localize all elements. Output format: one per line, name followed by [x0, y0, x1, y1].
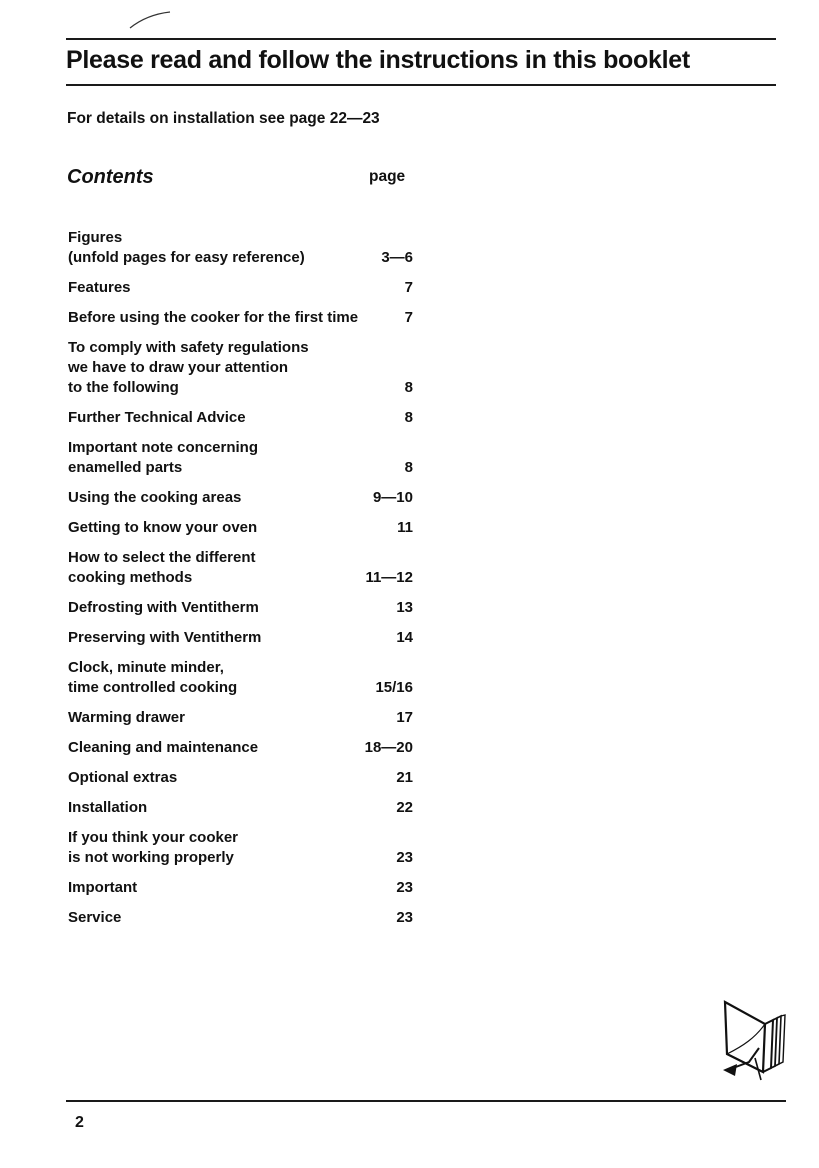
toc-entry-title: Important — [68, 879, 138, 896]
toc-entry-page: 23 — [396, 849, 413, 866]
toc-entry-page: 3—6 — [381, 249, 413, 266]
toc-row[interactable] — [68, 518, 413, 538]
toc-row[interactable] — [68, 278, 413, 298]
toc-entry-title: Features — [68, 279, 131, 296]
pen-stroke-mark — [128, 8, 172, 30]
toc-row[interactable] — [68, 628, 413, 648]
toc-entry-title: Preserving with Ventitherm — [68, 629, 262, 646]
toc-entry-page: 13 — [396, 599, 413, 616]
toc-entry-title: Using the cooking areas — [68, 489, 242, 506]
toc-entry-page: 22 — [396, 799, 413, 816]
toc-row[interactable] — [68, 708, 413, 728]
toc-entry-title: Figures (unfold pages for easy reference) — [68, 229, 305, 266]
toc-row[interactable] — [68, 908, 413, 928]
toc-entry-title: Further Technical Advice — [68, 409, 246, 426]
toc-entry-page: 9—10 — [372, 489, 413, 506]
toc-row[interactable] — [68, 488, 413, 508]
toc-row[interactable] — [68, 548, 413, 588]
toc-row[interactable] — [68, 768, 413, 788]
toc-row[interactable] — [68, 798, 413, 818]
toc-row[interactable] — [68, 738, 413, 758]
toc-entry-title: Service — [68, 909, 122, 926]
toc-row[interactable] — [68, 228, 413, 268]
toc-entry-title: Before using the cooker for the first time — [68, 309, 359, 326]
installation-note: For details on installation see page 22—23 — [67, 110, 380, 127]
toc-entry-page: 18—20 — [364, 739, 413, 756]
toc-row[interactable] — [68, 408, 413, 428]
toc-entry-title: Warming drawer — [68, 709, 185, 726]
toc-entry-title: To comply with safety regulations we have to draw your attention to the following — [68, 339, 309, 396]
top-rule — [66, 38, 776, 40]
toc-row[interactable] — [68, 598, 413, 618]
toc-entry-title: Important note concerning enamelled parts — [68, 439, 259, 476]
toc-entry-page: 17 — [396, 709, 413, 726]
toc-entry-page: 7 — [404, 279, 413, 296]
toc-row[interactable] — [68, 308, 413, 328]
toc-entry-page: 15/16 — [375, 679, 413, 696]
toc-entry-title: Defrosting with Ventitherm — [68, 599, 259, 616]
toc-entry-title: Installation — [68, 799, 148, 816]
toc-entry-page: 23 — [396, 879, 413, 896]
toc-entry-page: 11—12 — [365, 569, 413, 586]
toc-entry-page: 14 — [396, 629, 413, 646]
book-page-turn-icon — [715, 998, 787, 1082]
contents-heading: Contents — [67, 166, 154, 188]
toc-entry-title: Clock, minute minder, time controlled cooking — [68, 659, 238, 696]
toc-row[interactable] — [68, 338, 413, 398]
toc-entry-page: 21 — [396, 769, 413, 786]
toc-entry-page: 7 — [404, 309, 413, 326]
bottom-rule — [66, 1100, 786, 1102]
table-of-contents — [68, 228, 413, 938]
toc-entry-page: 11 — [397, 519, 413, 536]
toc-entry-page: 8 — [404, 379, 413, 396]
toc-row[interactable] — [68, 828, 413, 868]
toc-entry-title: How to select the different cooking methods — [68, 549, 256, 586]
toc-row[interactable] — [68, 878, 413, 898]
toc-entry-page: 8 — [404, 409, 413, 426]
title-underline-rule — [66, 84, 776, 86]
toc-row[interactable] — [68, 438, 413, 478]
toc-entry-page: 8 — [404, 459, 413, 476]
toc-entry-title: Optional extras — [68, 769, 178, 786]
toc-entry-page: 23 — [396, 909, 413, 926]
contents-page-column-label: page — [369, 168, 406, 185]
toc-entry-title: If you think your cooker is not working properly — [68, 829, 239, 866]
page-number: 2 — [75, 1114, 84, 1131]
page-title: Please read and follow the instructions in this booklet — [66, 46, 690, 74]
toc-row[interactable] — [68, 658, 413, 698]
toc-entry-title: Getting to know your oven — [68, 519, 258, 536]
toc-entry-title: Cleaning and maintenance — [68, 739, 259, 756]
